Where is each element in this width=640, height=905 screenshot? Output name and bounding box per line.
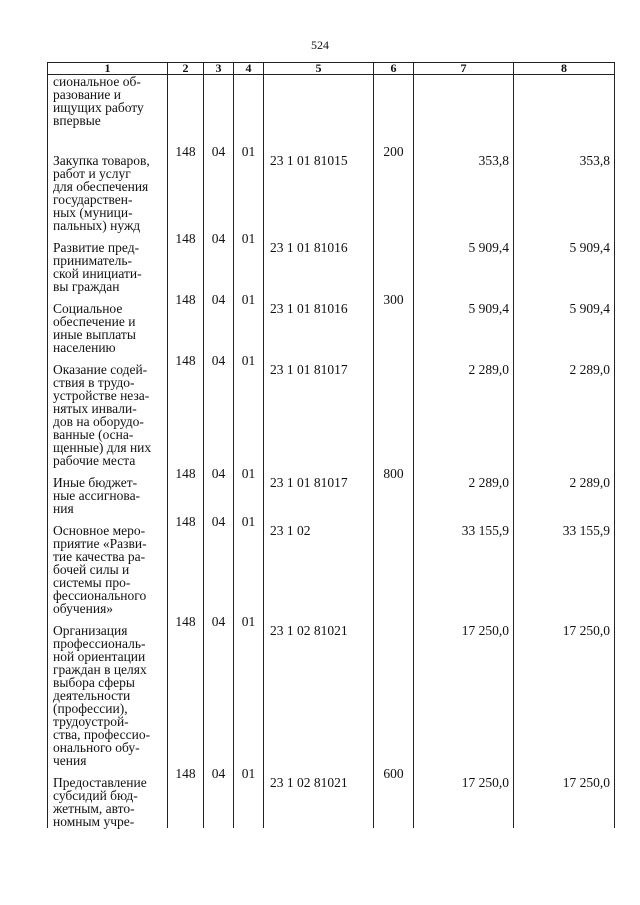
amount-cell: 33 155,9 xyxy=(414,515,514,615)
amount-cell: 353,8 xyxy=(414,145,514,232)
amount-cell: 5 909,4 xyxy=(414,293,514,354)
subsection-cell xyxy=(234,75,264,146)
item-name-line: Иные бюджет- xyxy=(53,475,138,490)
subsection-cell: 01 xyxy=(234,467,264,515)
item-name-line: иные выплаты xyxy=(53,327,136,342)
expense-type-cell: 600 xyxy=(374,767,414,828)
section-cell: 04 xyxy=(204,467,234,515)
section-cell: 04 xyxy=(204,232,234,293)
item-name-line: онального обу- xyxy=(53,740,140,755)
item-name-line: ной ориентации xyxy=(53,649,146,664)
item-name-line: вы граждан xyxy=(53,279,120,294)
item-name-line: государствен- xyxy=(53,192,133,207)
amount-cell: 2 289,0 xyxy=(514,354,615,467)
item-name-line: Закупка товаров, xyxy=(53,153,150,168)
subsection-cell: 01 xyxy=(234,515,264,615)
item-name-line: Развитие пред- xyxy=(53,240,140,255)
item-name-line: Организация xyxy=(53,623,128,638)
item-name-line: деятельности xyxy=(53,688,131,703)
table-row xyxy=(48,615,615,767)
expense-type-cell xyxy=(374,75,414,146)
table-row xyxy=(48,145,615,232)
amount-cell: 353,8 xyxy=(514,145,615,232)
item-name-line: ствия в трудо- xyxy=(53,375,135,390)
subsection-cell: 01 xyxy=(234,615,264,767)
item-name-line: бочей силы и xyxy=(53,562,130,577)
section-cell: 04 xyxy=(204,767,234,828)
item-name-line: ищущих работу xyxy=(53,100,144,115)
subsection-cell: 01 xyxy=(234,767,264,828)
item-name-line: номным учре- xyxy=(53,814,135,829)
item-name-line: ванные (осна- xyxy=(53,427,134,442)
column-header: 3 xyxy=(204,63,234,75)
item-name-line: впервые xyxy=(53,113,101,128)
section-cell xyxy=(204,75,234,146)
item-name-line: сиональное об- xyxy=(53,74,141,89)
item-name-line: населению xyxy=(53,340,116,355)
section-cell: 04 xyxy=(204,145,234,232)
amount-cell xyxy=(514,75,615,146)
ministry-code-cell: 148 xyxy=(168,767,204,828)
subsection-cell: 01 xyxy=(234,145,264,232)
ministry-code-cell: 148 xyxy=(168,232,204,293)
ministry-code-cell: 148 xyxy=(168,145,204,232)
item-name-line: Предоставление xyxy=(53,775,147,790)
item-name-line: разование и xyxy=(53,87,121,102)
item-name-line: выбора сферы xyxy=(53,675,135,690)
page-number: 524 xyxy=(311,38,329,52)
amount-cell: 17 250,0 xyxy=(414,767,514,828)
section-cell: 04 xyxy=(204,293,234,354)
item-name-line: Основное меро- xyxy=(53,523,146,538)
subsection-cell: 01 xyxy=(234,293,264,354)
table-row xyxy=(48,232,615,293)
ministry-code-cell: 148 xyxy=(168,293,204,354)
item-name-line: трудоустрой- xyxy=(53,714,129,729)
expense-type-cell: 300 xyxy=(374,293,414,354)
amount-cell: 5 909,4 xyxy=(514,293,615,354)
item-name-line: фессионального xyxy=(53,588,147,603)
amount-cell: 5 909,4 xyxy=(514,232,615,293)
item-name-cell xyxy=(48,75,168,146)
item-name-cell xyxy=(48,354,168,467)
item-name-line: ства, профессио- xyxy=(53,727,151,742)
amount-cell: 17 250,0 xyxy=(514,615,615,767)
section-cell: 04 xyxy=(204,354,234,467)
ministry-code-cell: 148 xyxy=(168,467,204,515)
item-name-line: (профессии), xyxy=(53,701,128,716)
item-name-line: ния xyxy=(53,501,74,516)
ministry-code-cell xyxy=(168,75,204,146)
column-header: 7 xyxy=(414,63,514,75)
expense-type-cell xyxy=(374,615,414,767)
item-name-line: тие качества ра- xyxy=(53,549,146,564)
item-name-line: устройстве неза- xyxy=(53,388,150,403)
target-article-cell: 23 1 02 81021 xyxy=(264,767,374,828)
expense-type-cell xyxy=(374,515,414,615)
item-name-line: приятие «Разви- xyxy=(53,536,147,551)
item-name-cell xyxy=(48,467,168,515)
item-name-cell xyxy=(48,767,168,828)
item-name-line: системы про- xyxy=(53,575,131,590)
target-article-cell: 23 1 01 81016 xyxy=(264,232,374,293)
table-row xyxy=(48,75,615,146)
item-name-line: ных (муници- xyxy=(53,205,133,220)
subsection-cell: 01 xyxy=(234,232,264,293)
item-name-line: субсидий бюд- xyxy=(53,788,138,803)
ministry-code-cell: 148 xyxy=(168,354,204,467)
item-name-line: приниматель- xyxy=(53,253,133,268)
item-name-line: ской инициати- xyxy=(53,266,142,281)
expense-type-cell xyxy=(374,232,414,293)
target-article-cell: 23 1 01 81015 xyxy=(264,145,374,232)
item-name-line: граждан в целях xyxy=(53,662,147,677)
item-name-line: для обеспечения xyxy=(53,179,149,194)
section-cell: 04 xyxy=(204,615,234,767)
table-header-row xyxy=(48,63,615,75)
item-name-cell xyxy=(48,615,168,767)
table-row xyxy=(48,515,615,615)
item-name-cell xyxy=(48,293,168,354)
item-name-line: обеспечение и xyxy=(53,314,136,329)
item-name-line: ные ассигнова- xyxy=(53,488,141,503)
subsection-cell: 01 xyxy=(234,354,264,467)
item-name-line: пальных) нужд xyxy=(53,218,141,233)
amount-cell: 2 289,0 xyxy=(514,467,615,515)
column-header: 4 xyxy=(234,63,264,75)
item-name-line: Социальное xyxy=(53,301,123,316)
item-name-line: профессиональ- xyxy=(53,636,146,651)
table-body xyxy=(48,75,615,829)
item-name-line: дов на оборудо- xyxy=(53,414,144,429)
target-article-cell xyxy=(264,75,374,146)
amount-cell: 33 155,9 xyxy=(514,515,615,615)
amount-cell: 5 909,4 xyxy=(414,232,514,293)
amount-cell: 17 250,0 xyxy=(414,615,514,767)
target-article-cell: 23 1 01 81017 xyxy=(264,467,374,515)
target-article-cell: 23 1 02 xyxy=(264,515,374,615)
item-name-line: рабочие места xyxy=(53,453,136,468)
target-article-cell: 23 1 01 81017 xyxy=(264,354,374,467)
item-name-cell xyxy=(48,515,168,615)
item-name-line: обучения» xyxy=(53,601,114,616)
item-name-line: щенные) для них xyxy=(53,440,152,455)
section-cell: 04 xyxy=(204,515,234,615)
amount-cell xyxy=(414,75,514,146)
item-name-line: работ и услуг xyxy=(53,166,131,181)
expense-type-cell xyxy=(374,354,414,467)
ministry-code-cell: 148 xyxy=(168,615,204,767)
ministry-code-cell: 148 xyxy=(168,515,204,615)
item-name-line: жетным, авто- xyxy=(53,801,135,816)
item-name-cell xyxy=(48,145,168,232)
column-header: 8 xyxy=(514,63,615,75)
amount-cell: 2 289,0 xyxy=(414,354,514,467)
column-header: 2 xyxy=(168,63,204,75)
item-name-cell xyxy=(48,232,168,293)
amount-cell: 17 250,0 xyxy=(514,767,615,828)
item-name-line: Оказание содей- xyxy=(53,362,148,377)
table-row xyxy=(48,767,615,828)
budget-table xyxy=(47,62,615,828)
amount-cell: 2 289,0 xyxy=(414,467,514,515)
table-row xyxy=(48,293,615,354)
target-article-cell: 23 1 02 81021 xyxy=(264,615,374,767)
expense-type-cell: 200 xyxy=(374,145,414,232)
column-header: 1 xyxy=(48,63,168,75)
column-header: 6 xyxy=(374,63,414,75)
item-name-line: чения xyxy=(53,753,87,768)
item-name-line: нятых инвали- xyxy=(53,401,137,416)
target-article-cell: 23 1 01 81016 xyxy=(264,293,374,354)
table-row xyxy=(48,354,615,467)
expense-type-cell: 800 xyxy=(374,467,414,515)
table-row xyxy=(48,467,615,515)
column-header: 5 xyxy=(264,63,374,75)
